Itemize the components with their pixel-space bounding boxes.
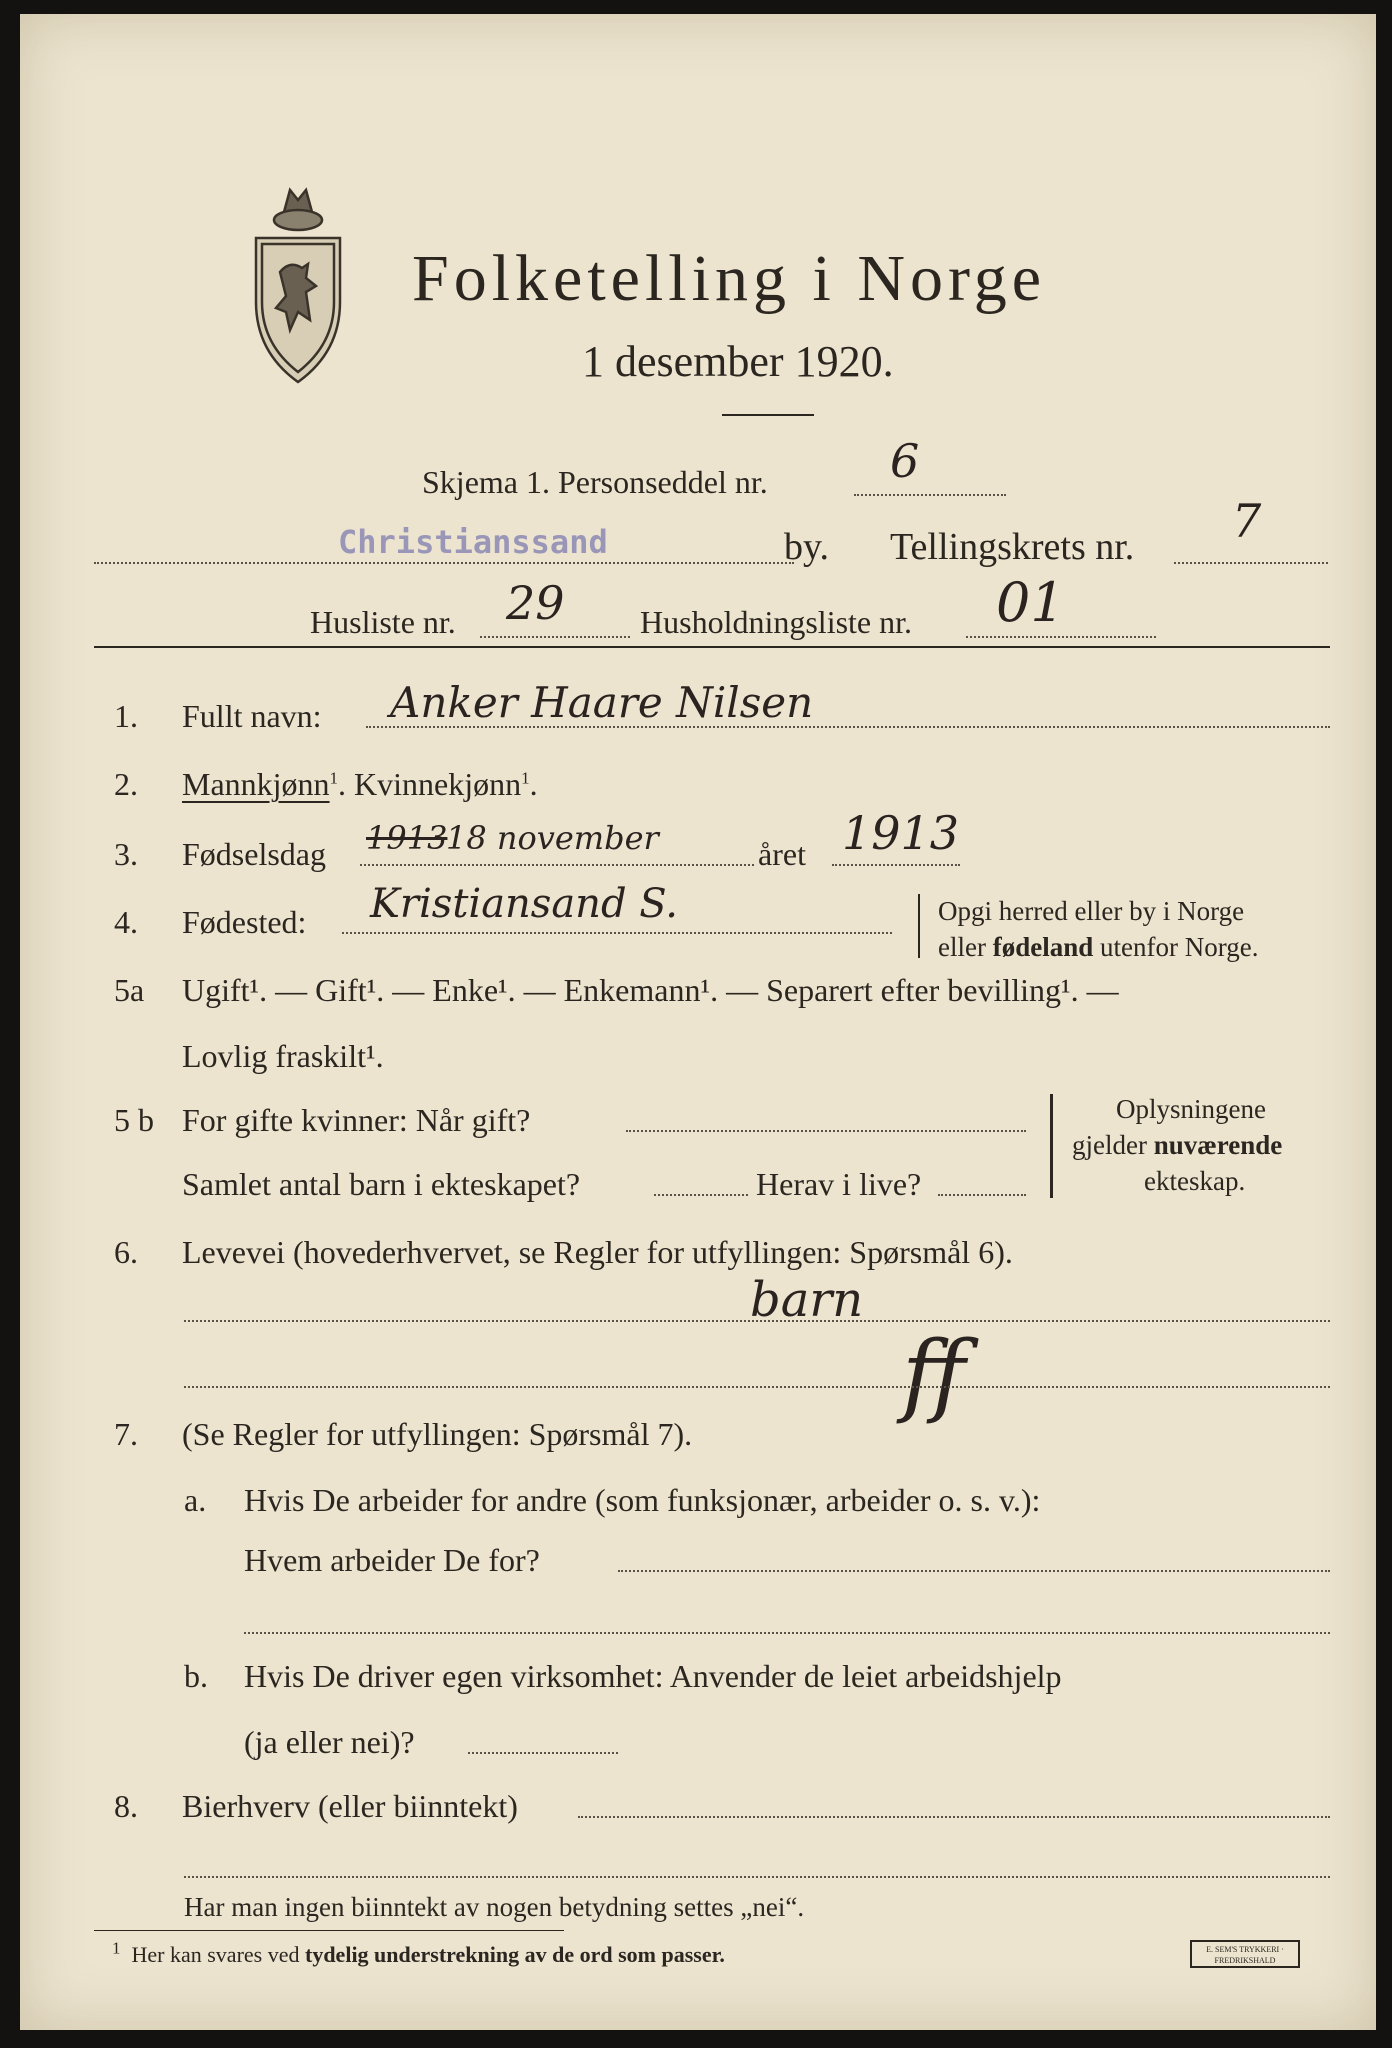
q7b-letter: b.: [184, 1658, 208, 1694]
q3-year-label: året: [758, 836, 806, 872]
q6-number: 6.: [114, 1234, 138, 1270]
q7a-line2: Hvem arbeider De for?: [244, 1542, 540, 1578]
census-form: [20, 14, 1376, 2030]
q5b-married-when: For gifte kvinner: Når gift?: [182, 1102, 531, 1138]
q2-number: 2.: [114, 766, 138, 802]
q1-full-name: Anker Haare Nilsen: [390, 678, 814, 727]
q4-birthplace: Kristiansand S.: [370, 881, 678, 927]
q5b-note1: Oplysningene: [1116, 1094, 1266, 1124]
census-date: 1 desember 1920.: [582, 337, 894, 386]
husholdning-value: 01: [996, 571, 1065, 634]
q5a-options: Ugift¹. — Gift¹. — Enke¹. — Enkemann¹. — Separert efter bevilling¹. —: [182, 972, 1119, 1008]
husliste-value: 29: [506, 576, 565, 630]
q4-number: 4.: [114, 904, 138, 940]
person-nr-value: 6: [890, 434, 920, 488]
title-divider: [722, 414, 814, 416]
footnote-divider: [94, 1930, 564, 1931]
q2-gender: Mannkjønn$^1$. Kvinnekjønn$^1$.: [182, 766, 538, 802]
q5b-children-total: Samlet antal barn i ekteskapet?: [182, 1166, 581, 1202]
q3-label: Fødselsdag: [182, 836, 326, 872]
form-title: Folketelling i Norge: [412, 242, 1047, 315]
header-divider: [94, 646, 1330, 648]
footnote: $^1$ Her kan svares ved tydelig understrekning av de ord som passer.: [112, 1938, 725, 1967]
q6-mark: ff: [902, 1322, 966, 1427]
q3-birthday: 18 november: [446, 819, 659, 857]
q5b-children-alive: Herav i live?: [756, 1166, 922, 1202]
q3-struck-value: 1913: [366, 819, 448, 857]
printer-mark: E. SEM'S TRYKKERI · FREDRIKSHALD: [1190, 1940, 1300, 1968]
q5b-note2: gjelder nuværende: [1072, 1130, 1283, 1160]
q2-female-option: Kvinnekjønn: [354, 766, 522, 802]
q3-number: 3.: [114, 836, 138, 872]
q7b-line2: (ja eller nei)?: [244, 1724, 415, 1760]
schema-label: Skjema 1. Personseddel nr.: [422, 464, 768, 500]
q8-number: 8.: [114, 1788, 138, 1824]
tellingskrets-value: 7: [1232, 494, 1262, 548]
q2-male-option: Mannkjønn: [182, 766, 330, 802]
q7-number: 7.: [114, 1416, 138, 1452]
husliste-label: Husliste nr.: [310, 604, 456, 640]
coat-of-arms-icon: [246, 182, 350, 394]
q3-year: 1913: [842, 806, 960, 860]
q8-label: Bierhverv (eller biinntekt): [182, 1788, 518, 1824]
q6-label: Levevei (hovederhvervet, se Regler for utfyllingen: Spørsmål 6).: [182, 1234, 1013, 1270]
q4-label: Fødested:: [182, 904, 307, 940]
tellingskrets-label: Tellingskrets nr.: [890, 526, 1135, 568]
q7b-line1: Hvis De driver egen virksomhet: Anvender de leiet arbeidshjelp: [244, 1658, 1062, 1694]
q5b-number: 5 b: [114, 1102, 154, 1138]
q6-occupation: barn: [750, 1272, 864, 1328]
by-label: by.: [784, 526, 830, 568]
q1-number: 1.: [114, 698, 138, 734]
q7a-letter: a.: [184, 1482, 207, 1518]
q1-label: Fullt navn:: [182, 698, 322, 734]
q8-note: Har man ingen biinntekt av nogen betydning settes „nei“.: [184, 1892, 805, 1922]
q5b-note3: ekteskap.: [1144, 1166, 1246, 1196]
q4-note-line2: eller fødeland utenfor Norge.: [938, 932, 1259, 962]
city-stamp: Christianssand: [338, 523, 608, 561]
q4-note-line1: Opgi herred eller by i Norge: [938, 896, 1245, 926]
husholdning-label: Husholdningsliste nr.: [640, 604, 913, 640]
q7a-line1: Hvis De arbeider for andre (som funksjonær, arbeider o. s. v.):: [244, 1482, 1041, 1518]
q5a-number: 5a: [114, 972, 145, 1008]
q7-label: (Se Regler for utfyllingen: Spørsmål 7).: [182, 1416, 693, 1452]
q5a-options-line2: Lovlig fraskilt¹.: [182, 1038, 384, 1074]
